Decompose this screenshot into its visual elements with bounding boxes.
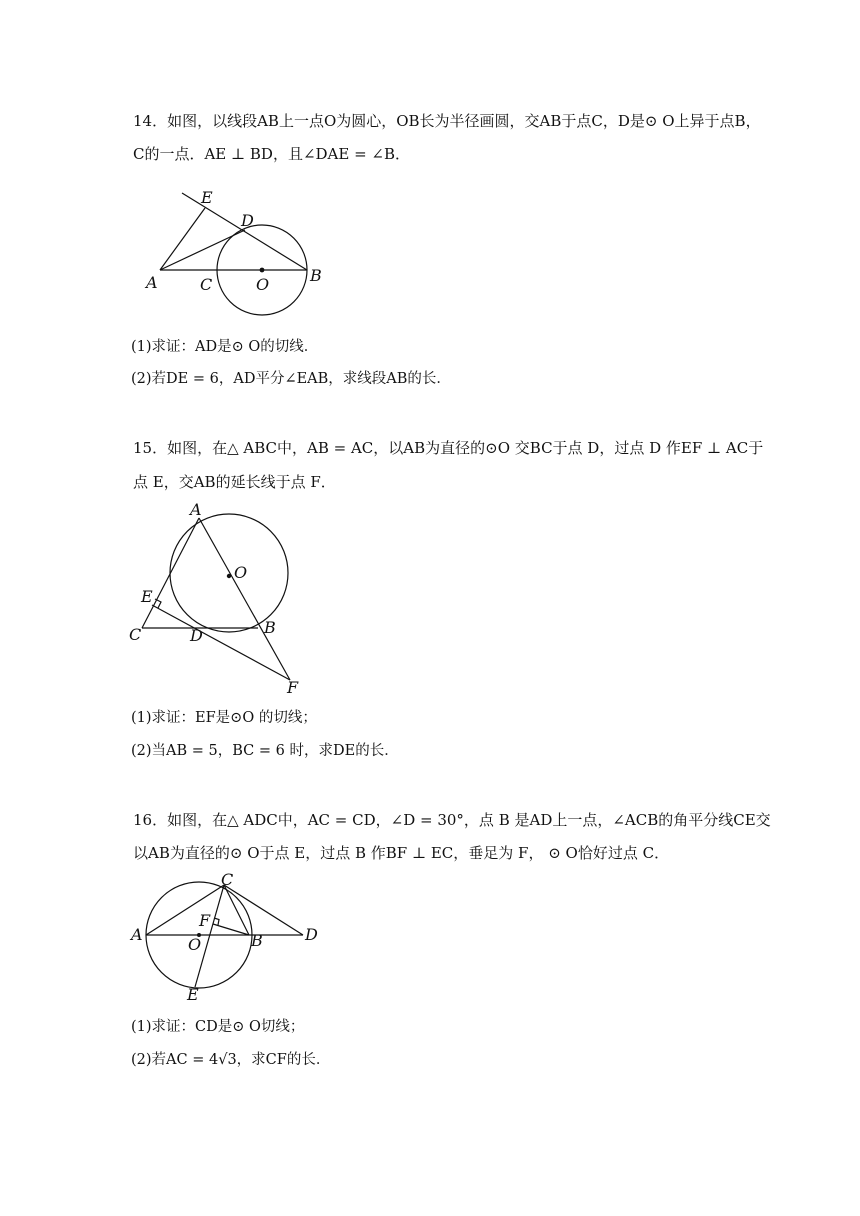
label-f: F [199, 911, 211, 930]
segment-b-f [213, 924, 249, 935]
problem-16-stem-line-1: 16．如图，在△ ADC中，AC = CD，∠D = 30°，点 B 是AD上一点，∠ACB的角平分线CE交 [133, 811, 771, 829]
center-point-o [260, 268, 265, 273]
label-o: O [188, 935, 202, 954]
problem-16-stem-line-2: 以AB为直径的⊙ O于点 E，过点 B 作BF ⊥ EC，垂足为 F， ⊙ O恰好过点 C． [133, 844, 670, 862]
label-b: B [310, 266, 322, 285]
segment-a-e [160, 208, 205, 270]
label-o: O [256, 275, 270, 294]
figure-14 [135, 180, 335, 300]
label-b: B [264, 618, 276, 637]
circle-o [170, 514, 288, 632]
label-b: B [251, 931, 263, 950]
figure-15 [125, 500, 305, 700]
label-e: E [187, 985, 199, 1004]
problem-14-question-1: (1)求证：AD是⊙ O的切线． [131, 339, 319, 355]
label-c: C [221, 870, 234, 889]
label-c: C [200, 275, 213, 294]
figure-16 [125, 865, 325, 1005]
label-d: D [241, 211, 254, 230]
segment-a-c [142, 518, 199, 628]
problem-16-question-1: (1)求证：CD是⊙ O切线； [131, 1019, 305, 1035]
label-f: F [287, 678, 299, 697]
label-c: C [129, 625, 142, 644]
problem-15-question-1: (1)求证：EF是⊙O 的切线； [131, 710, 317, 726]
problem-16-question-2: (2)若AC = 4√3，求CF的长． [131, 1052, 331, 1068]
label-d: D [190, 626, 203, 645]
label-a: A [146, 273, 158, 292]
label-e: E [141, 587, 153, 606]
label-a: A [131, 925, 143, 944]
problem-14-stem-line-2: C的一点．AE ⊥ BD，且∠DAE = ∠B． [133, 145, 411, 163]
center-point-o [227, 574, 231, 578]
problem-15-stem-line-1: 15．如图，在△ ABC中，AB = AC，以AB为直径的⊙O 交BC于点 D，过点 D 作EF ⊥ AC于 [133, 439, 764, 457]
problem-15-stem-line-2: 点 E，交AB的延长线于点 F． [133, 473, 336, 491]
label-a: A [190, 500, 202, 519]
problem-14-stem-line-1: 14．如图，以线段AB上一点O为圆心，OB长为半径画圆，交AB于点C，D是⊙ O上异于点B， [133, 112, 761, 130]
label-o: O [234, 563, 248, 582]
label-e: E [201, 188, 213, 207]
label-d: D [305, 925, 318, 944]
problem-15-question-2: (2)当AB = 5，BC = 6 时，求DE的长． [131, 743, 399, 759]
problem-14-question-2: (2)若DE = 6，AD平分∠EAB，求线段AB的长． [131, 371, 451, 387]
